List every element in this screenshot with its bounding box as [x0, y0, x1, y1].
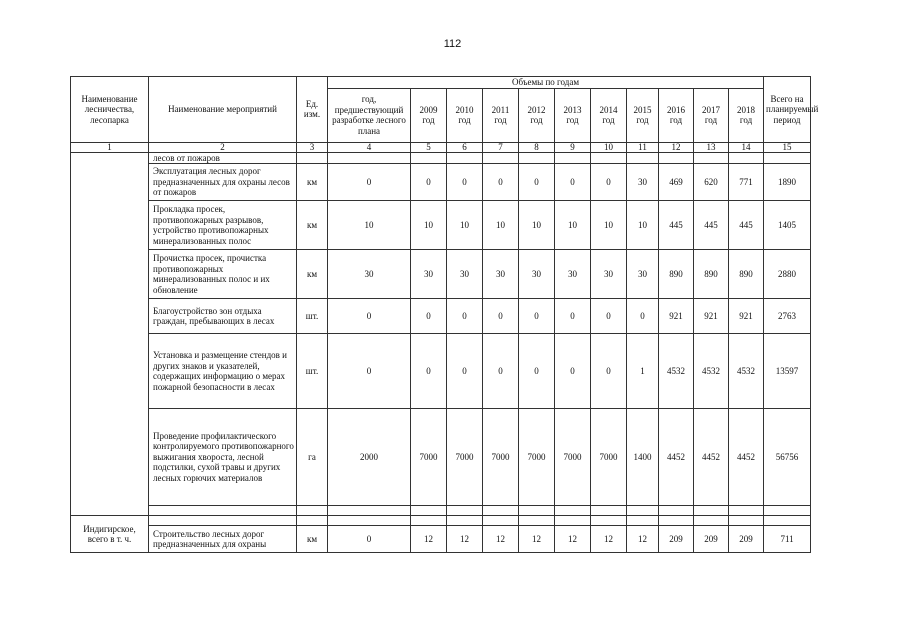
column-number: 9: [555, 142, 591, 152]
header-year: 2018 год: [729, 88, 764, 142]
value-cell: 12: [591, 526, 627, 553]
total-cell: 2880: [764, 250, 811, 299]
table-row-spacer: [71, 516, 811, 526]
region-name: Индигирское, всего в т. ч.: [71, 516, 149, 553]
table-row: [71, 334, 811, 409]
value-cell: 209: [659, 526, 694, 553]
value-cell: 4532: [729, 334, 764, 409]
value-cell: 620: [694, 164, 729, 201]
total-cell: 13597: [764, 334, 811, 409]
value-cell: 4452: [659, 409, 694, 506]
table-row: [71, 164, 811, 201]
measure-name: Прочистка просек, прочистка противопожарных минерализованных полос и их обновление: [149, 250, 297, 299]
total-cell: 1890: [764, 164, 811, 201]
header-year: 2015 год: [627, 88, 659, 142]
region-cell: [71, 299, 149, 334]
region-cell: [71, 201, 149, 250]
value-cell: 0: [411, 299, 447, 334]
value-cell: 0: [555, 164, 591, 201]
value-cell: 4452: [694, 409, 729, 506]
measure-name: Проведение профилактического контролируемого противопожарного выжигания хвороста, лесной подстилки, сухой травы и других лесных горючих материалов: [149, 409, 297, 506]
value-cell: 12: [519, 526, 555, 553]
value-cell: 30: [555, 250, 591, 299]
value-cell: 771: [729, 164, 764, 201]
value-cell: 10: [483, 201, 519, 250]
value-cell: 12: [411, 526, 447, 553]
value-cell: 0: [328, 334, 411, 409]
value-cell: 0: [627, 299, 659, 334]
column-number-row: [71, 142, 811, 152]
table-row-spacer: [71, 506, 811, 516]
value-cell: 0: [328, 299, 411, 334]
value-cell: 0: [483, 299, 519, 334]
value-cell: 30: [627, 250, 659, 299]
value-cell: 7000: [447, 409, 483, 506]
value-cell: 10: [591, 201, 627, 250]
header-year: 2010 год: [447, 88, 483, 142]
value-cell: 30: [519, 250, 555, 299]
total-cell: 711: [764, 526, 811, 553]
column-number: 15: [764, 142, 811, 152]
column-number: 2: [149, 142, 297, 152]
value-cell: 921: [659, 299, 694, 334]
header-year: 2011 год: [483, 88, 519, 142]
value-cell: 209: [694, 526, 729, 553]
value-cell: 4532: [694, 334, 729, 409]
value-cell: 469: [659, 164, 694, 201]
value-cell: 445: [694, 201, 729, 250]
value-cell: 7000: [555, 409, 591, 506]
column-number: 13: [694, 142, 729, 152]
unit-cell: км: [297, 201, 328, 250]
value-cell: 0: [447, 299, 483, 334]
value-cell: 0: [519, 334, 555, 409]
value-cell: 209: [729, 526, 764, 553]
table-row: [71, 250, 811, 299]
column-number: 5: [411, 142, 447, 152]
forest-fire-measures-table: [70, 76, 819, 553]
value-cell: 0: [447, 164, 483, 201]
total-cell: 1405: [764, 201, 811, 250]
measure-name: Благоустройство зон отдыха граждан, пребывающих в лесах: [149, 299, 297, 334]
value-cell: 7000: [591, 409, 627, 506]
value-cell: 30: [483, 250, 519, 299]
value-cell: 0: [591, 164, 627, 201]
unit-cell: км: [297, 250, 328, 299]
value-cell: 0: [447, 334, 483, 409]
value-cell: 0: [519, 164, 555, 201]
header-previous-year: год, предшествующий разработке лесного плана: [328, 88, 411, 142]
column-number: 3: [297, 142, 328, 152]
column-number: 14: [729, 142, 764, 152]
region-cell: [71, 409, 149, 506]
value-cell: 0: [328, 526, 411, 553]
value-cell: 1: [627, 334, 659, 409]
value-cell: 12: [447, 526, 483, 553]
value-cell: 12: [555, 526, 591, 553]
value-cell: 0: [591, 334, 627, 409]
value-cell: 4452: [729, 409, 764, 506]
value-cell: 7000: [483, 409, 519, 506]
value-cell: 7000: [411, 409, 447, 506]
table-row: [71, 201, 811, 250]
value-cell: 4532: [659, 334, 694, 409]
unit-cell: шт.: [297, 334, 328, 409]
value-cell: 0: [483, 334, 519, 409]
total-cell: 2763: [764, 299, 811, 334]
header-year: 2014 год: [591, 88, 627, 142]
value-cell: 0: [519, 299, 555, 334]
header-total: Всего на планируемый период: [764, 77, 811, 143]
header-year: 2012 год: [519, 88, 555, 142]
column-number: 6: [447, 142, 483, 152]
value-cell: 30: [447, 250, 483, 299]
unit-cell: км: [297, 526, 328, 553]
region-cell: [71, 250, 149, 299]
value-cell: 10: [555, 201, 591, 250]
unit-cell: шт.: [297, 299, 328, 334]
value-cell: 890: [694, 250, 729, 299]
value-cell: 921: [694, 299, 729, 334]
measure-name: лесов от пожаров: [149, 152, 297, 164]
value-cell: 2000: [328, 409, 411, 506]
table-row: [71, 526, 811, 553]
measure-name: Установка и размещение стендов и других знаков и указателей, содержащих информацию о мерах пожарной безопасности в лесах: [149, 334, 297, 409]
value-cell: 10: [411, 201, 447, 250]
value-cell: 30: [411, 250, 447, 299]
value-cell: 0: [411, 334, 447, 409]
region-cell: [71, 164, 149, 201]
value-cell: 0: [591, 299, 627, 334]
table-row: [71, 409, 811, 506]
header-volumes-by-year: Объемы по годам: [328, 77, 764, 89]
value-cell: 445: [659, 201, 694, 250]
column-number: 10: [591, 142, 627, 152]
value-cell: 921: [729, 299, 764, 334]
value-cell: 0: [483, 164, 519, 201]
measure-name: Строительство лесных дорог предназначенных для охраны: [149, 526, 297, 553]
value-cell: 10: [627, 201, 659, 250]
value-cell: 12: [483, 526, 519, 553]
column-number: 7: [483, 142, 519, 152]
table-row: [71, 299, 811, 334]
value-cell: 30: [627, 164, 659, 201]
value-cell: 0: [555, 299, 591, 334]
measure-name: Прокладка просек, противопожарных разрывов, устройство противопожарных минерализованных полос: [149, 201, 297, 250]
header-unit: Ед. изм.: [297, 77, 328, 143]
value-cell: 890: [659, 250, 694, 299]
column-number: 11: [627, 142, 659, 152]
value-cell: 0: [411, 164, 447, 201]
value-cell: 12: [627, 526, 659, 553]
value-cell: 10: [519, 201, 555, 250]
value-cell: 0: [555, 334, 591, 409]
region-cell: [71, 152, 149, 164]
region-cell: [71, 334, 149, 409]
column-number: 12: [659, 142, 694, 152]
value-cell: 30: [591, 250, 627, 299]
header-measure-name: Наименование мероприятий: [149, 77, 297, 143]
total-cell: 56756: [764, 409, 811, 506]
page-number: 112: [443, 38, 462, 50]
table-row-continuation: [71, 152, 811, 164]
header-forestry-name: Наименование лесничества, лесопарка: [71, 77, 149, 143]
header-year: 2009 год: [411, 88, 447, 142]
column-number: 8: [519, 142, 555, 152]
unit-cell: га: [297, 409, 328, 506]
column-number: 4: [328, 142, 411, 152]
value-cell: 30: [328, 250, 411, 299]
value-cell: 1400: [627, 409, 659, 506]
value-cell: 7000: [519, 409, 555, 506]
unit-cell: км: [297, 164, 328, 201]
header-year: 2017 год: [694, 88, 729, 142]
header-year: 2013 год: [555, 88, 591, 142]
measure-name: Эксплуатация лесных дорог предназначенных для охраны лесов от пожаров: [149, 164, 297, 201]
value-cell: 0: [328, 164, 411, 201]
value-cell: 10: [447, 201, 483, 250]
value-cell: 10: [328, 201, 411, 250]
column-number: 1: [71, 142, 149, 152]
header-year: 2016 год: [659, 88, 694, 142]
value-cell: 445: [729, 201, 764, 250]
value-cell: 890: [729, 250, 764, 299]
